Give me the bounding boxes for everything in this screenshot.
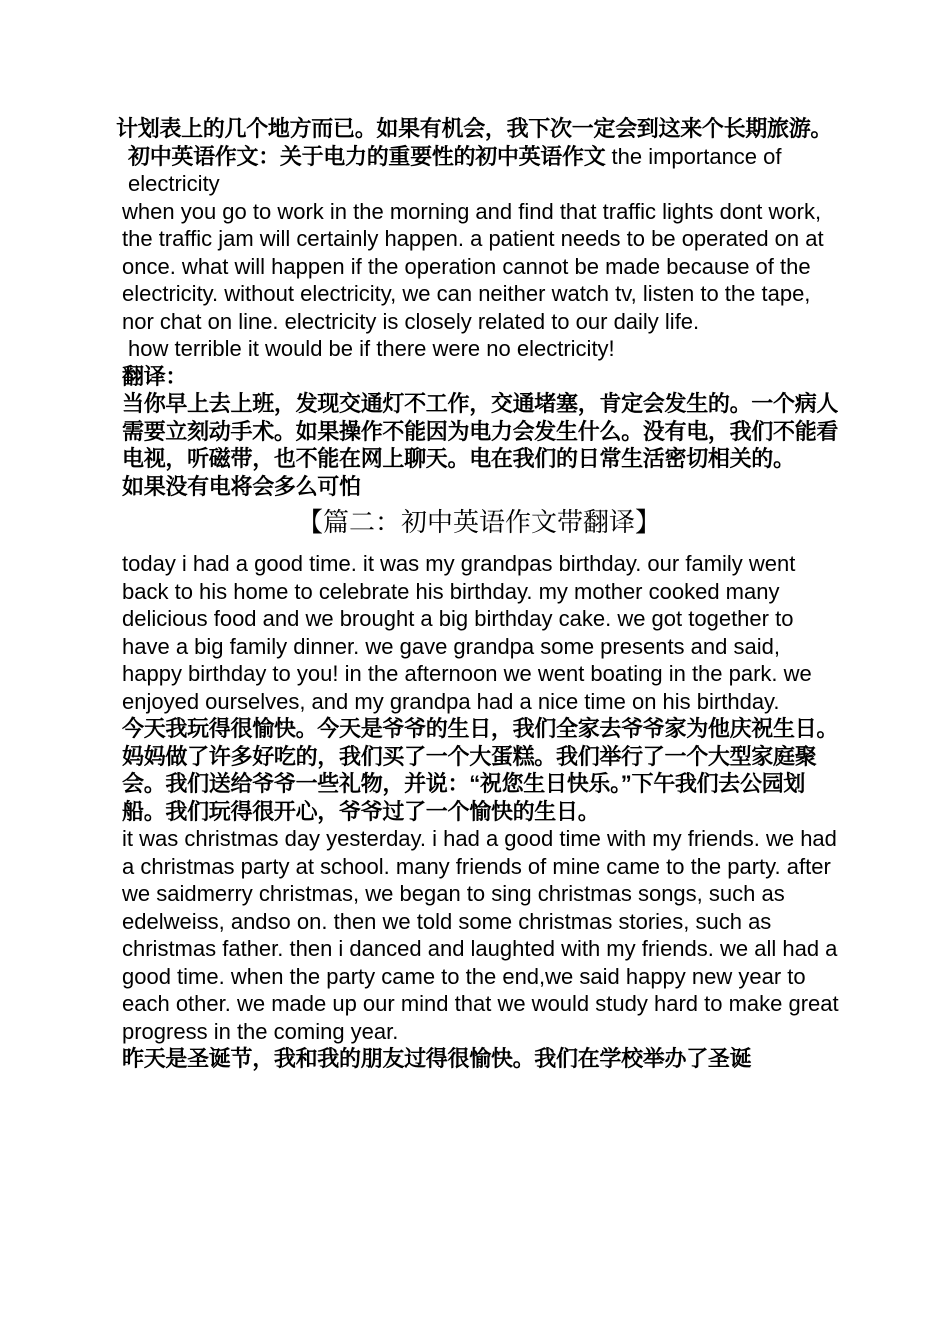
essay1-paragraph-en: when you go to work in the morning and find that traffic lights dont work, the traffic jam will certainly happen. a patient needs to be operated on at once. what will happen if the operation cannot be made because of the electricity. without electricity, we can neither watch tv, listen to the tape, nor chat on line. electricity is closely related to our daily life.: [122, 198, 824, 334]
essay-title: [116, 143, 842, 198]
section-heading: 【篇二：初中英语作文带翻译】: [296, 507, 661, 537]
essay3-paragraph-en: it was christmas day yesterday. i had a good time with my friends. we had a christmas party at school. many friends of mine came to the party. after we saidmerry christmas, we began to sing christmas songs, such as edelweiss, andso on. then we told some christmas stories, such as christmas father. then i danced and laughted with my friends. we all had a good time. when the party came to the end,we said happy new year to each other. we made up our mind that we would study hard to make great progress in the coming year.: [122, 826, 839, 1044]
translation-label: 翻译：: [122, 363, 188, 389]
essay-title-zh: 初中英语作文：关于电力的重要性的初中英语作文: [128, 143, 606, 169]
translation1-paragraph-zh: 当你早上去上班，发现交通灯不工作，交通堵塞，肯定会发生的。一个病人需要立刻动手术。如果操作不能因为电力会发生什么。没有电，我们不能看电视，听磁带，也不能在网上聊天。电在我们的日常生活密切相关的。: [122, 391, 839, 471]
essay-title-en: the importance of electricity: [128, 143, 782, 196]
intro-paragraph-zh: 计划表上的几个地方而已。如果有机会，我下次一定会到这来个长期旅游。: [116, 116, 833, 141]
essay3-paragraph-zh: 昨天是圣诞节，我和我的朋友过得很愉快。我们在学校举办了圣诞: [122, 1046, 752, 1071]
essay2-paragraph-en: today i had a good time. it was my grandpas birthday. our family went back to his home to celebrate his birthday. my mother cooked many delicious food and we brought a big birthday cake. we got together to have a big family dinner. we gave grandpa some presents and said, happy birthday to you! in the afternoon we went boating in the park. we enjoyed ourselves, and my grandpa had a nice time on his birthday.: [122, 551, 812, 714]
translation1-closing-zh: 如果没有电将会多么可怕: [122, 473, 361, 499]
essay2-paragraph-zh: 今天我玩得很愉快。今天是爷爷的生日，我们全家去爷爷家为他庆祝生日。妈妈做了许多好吃的，我们买了一个大蛋糕。我们举行了一个大型家庭聚会。我们送给爷爷一些礼物，并说：“祝您生日快乐。”下午我们去公园划船。我们玩得很开心，爷爷过了一个愉快的生日。: [122, 716, 839, 824]
document-page: [116, 115, 842, 1073]
essay1-closing-en: how terrible it would be if there were no electricity!: [128, 336, 615, 361]
